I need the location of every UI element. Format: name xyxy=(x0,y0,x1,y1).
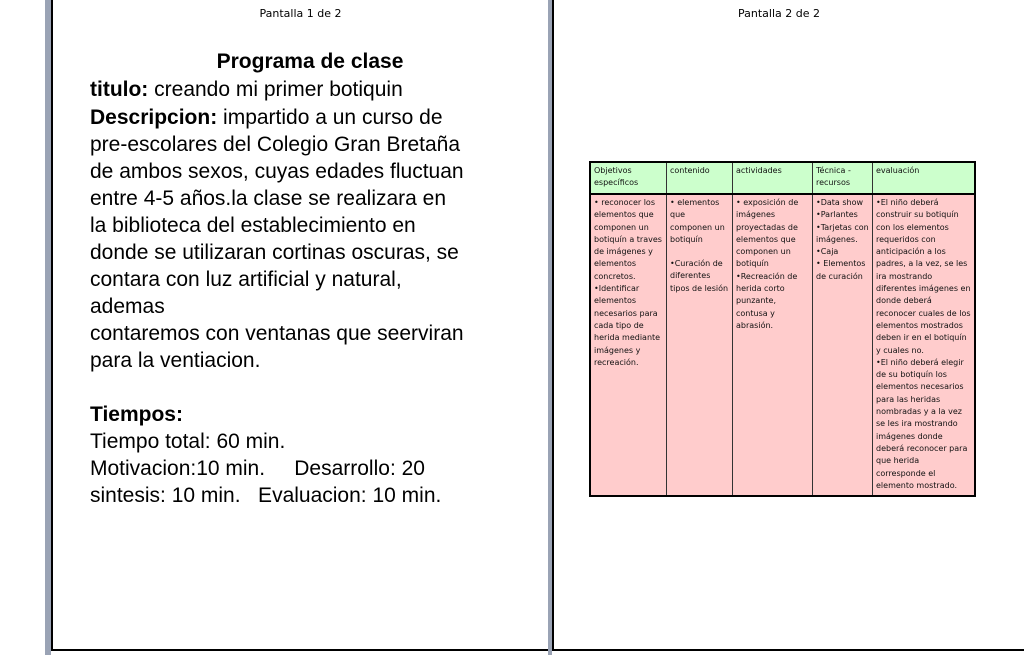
table-cell-recursos xyxy=(813,194,873,496)
column-header: evaluación xyxy=(873,162,976,194)
descripcion-text: entre 4-5 años.la clase se realizara en xyxy=(90,187,447,210)
descripcion-label: Descripcion: xyxy=(90,106,218,129)
cell-item: • reconocer los elementos que componen un botiquín a traves de imágenes y elementos concretos. xyxy=(594,198,662,281)
table-row xyxy=(590,194,975,496)
descripcion-text: contaremos con ventanas que seerviran xyxy=(90,322,464,345)
cell-item: •Curación de diferentes tipos de lesión xyxy=(670,259,729,293)
page-1-content xyxy=(90,48,530,509)
descripcion-text: de ambos sexos, cuyas edades fluctuan xyxy=(90,160,464,183)
table-cell-objetivos xyxy=(590,194,667,496)
descripcion-text: pre-escolares del Colegio Gran Bretaña xyxy=(90,133,461,156)
column-header: contenido xyxy=(667,162,733,194)
cell-item: •El niño deberá elegir de su botiquín los elementos necesarios para las heridas nombradas y a la vez se les ira mostrando imágenes donde deberá reconocer para que herida corresponde el elemento mostrado. xyxy=(876,357,968,490)
descripcion-text: impartido a un curso de xyxy=(217,106,443,129)
column-header: Técnica - recursos xyxy=(813,162,873,194)
descripcion-text: la biblioteca del establecimiento en xyxy=(90,214,416,237)
cell-item: •Identificar elementos necesarios para cada tipo de herida mediante imágenes y recreación. xyxy=(594,284,661,367)
titulo-value: creando mi primer botiquin xyxy=(148,78,403,101)
descripcion-text: donde se utilizaran cortinas oscuras, se xyxy=(90,241,459,264)
tiempos-line: sintesis: 10 min. Evaluacion: 10 min. xyxy=(90,484,442,507)
program-title: Programa de clase xyxy=(216,50,404,73)
slide-page-1 xyxy=(51,0,550,651)
cell-item: • Elementos de curación xyxy=(816,259,866,281)
descripcion-text: contara con luz artificial y natural, xyxy=(90,268,402,291)
cell-item: •Data show xyxy=(816,198,864,207)
column-header: actividades xyxy=(733,162,813,194)
column-header: Objetivos específicos xyxy=(590,162,667,194)
tiempos-line: Motivacion:10 min. Desarrollo: 20 xyxy=(90,457,425,480)
descripcion-line xyxy=(90,104,530,131)
cell-item: •Recreación de herida corto punzante, contusa y abrasión. xyxy=(736,271,798,330)
tiempos-heading: Tiempos: xyxy=(90,403,183,426)
cell-item: •El niño deberá construir su botiquín con los elementos requeridos con anticipación a los padres, a la vez, se les ira mostrando diferentes imágenes en donde deberá reconocer cuales de los elementos mostrados deben ir en el botiquín y cuales no. xyxy=(876,198,971,355)
titulo-line xyxy=(90,76,530,103)
cell-item: •Parlantes xyxy=(816,210,858,220)
slide-page-2 xyxy=(552,0,1024,651)
lesson-plan-table xyxy=(589,161,976,497)
table-cell-actividades xyxy=(733,194,813,496)
table-cell-evaluacion xyxy=(873,194,976,496)
page-label: Pantalla 1 de 2 xyxy=(259,7,342,20)
descripcion-text: ademas xyxy=(90,295,165,318)
cell-item: • elementos que componen un botiquín xyxy=(670,198,725,244)
titulo-label: titulo: xyxy=(90,78,149,101)
table-header-row xyxy=(590,162,975,194)
spacer xyxy=(670,246,729,258)
table-cell-contenido xyxy=(667,194,733,496)
page-label: Pantalla 2 de 2 xyxy=(738,7,820,20)
cell-item: •Caja xyxy=(816,247,839,257)
cell-item: • exposición de imágenes proyectadas de elementos que componen un botiquín xyxy=(736,198,799,269)
cell-item: •Tarjetas con imágenes. xyxy=(816,222,869,244)
tiempos-line: Tiempo total: 60 min. xyxy=(90,430,286,453)
descripcion-text: para la ventiacion. xyxy=(90,349,261,372)
spacer xyxy=(90,374,530,401)
